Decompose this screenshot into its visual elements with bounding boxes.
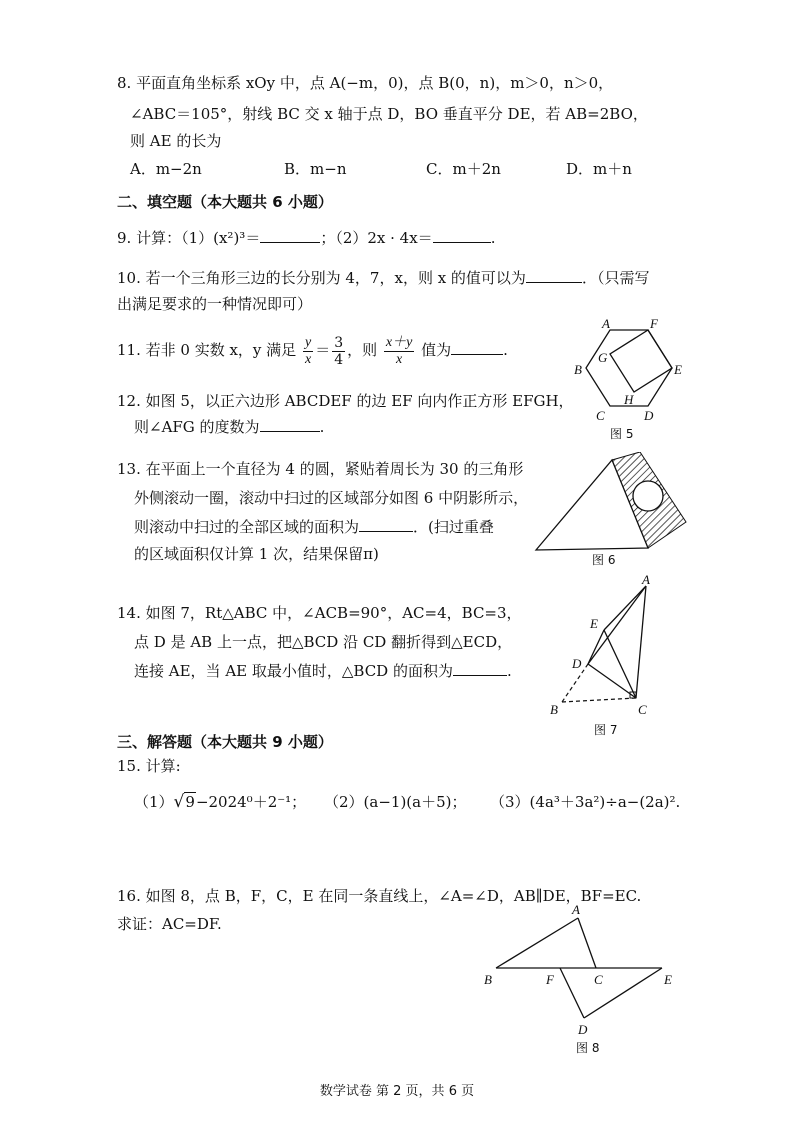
- q14-line3: [134, 661, 512, 681]
- segment-ed: [588, 630, 604, 664]
- radicand: 9: [185, 793, 195, 811]
- fig5-label-g: G: [598, 350, 608, 365]
- q15-part2: （2）(a−1)(a＋5)；: [324, 793, 467, 811]
- segment-ab: [496, 918, 578, 968]
- fig5-label-d: D: [644, 408, 654, 423]
- fig8-label-e: E: [664, 972, 672, 987]
- q11-text3: 值为: [421, 341, 452, 359]
- sqrt-sign: √: [173, 792, 185, 812]
- q11-fraction-xy-over-x: $\frac{x+y}{x}$: [385, 334, 413, 367]
- q9-blank1[interactable]: [260, 228, 320, 243]
- q14-line2: 点 D 是 AB 上一点，把△BCD 沿 CD 翻折得到△ECD，: [134, 633, 513, 651]
- q13-text1: 则滚动中扫过的全部区域的面积为: [134, 518, 360, 536]
- fig8-label-f: F: [546, 972, 554, 987]
- fig8-label-c: C: [594, 972, 603, 987]
- q15-part3: （3）(4a³＋3a²)÷a−(2a)².: [490, 793, 681, 811]
- q8-line2: ∠ABC＝105°，射线 BC 交 x 轴于点 D，BO 垂直平分 DE，若 AB=2BO，: [130, 105, 648, 123]
- fig7-label-a: A: [642, 572, 650, 587]
- q8-line1: 8. 平面直角坐标系 xOy 中，点 A(−m，0)，点 B(0，n)，m＞0，n＞0，: [117, 74, 614, 92]
- q9-blank2[interactable]: [433, 228, 491, 243]
- fig5-label-e: E: [674, 362, 682, 377]
- q11: [117, 330, 508, 370]
- q12-line1: 12. 如图 5，以正六边形 ABCDEF 的边 EF 向内作正方形 EFGH，: [117, 392, 574, 410]
- figure-7: [544, 572, 664, 740]
- fig8-label-d: D: [578, 1022, 588, 1037]
- q16-line2: 求证：AC=DF.: [117, 915, 222, 933]
- segment-ec: [604, 630, 636, 698]
- fig8-caption: 图 8: [576, 1041, 600, 1055]
- segment-dc: [588, 664, 636, 698]
- q14-line1: 14. 如图 7，Rt△ABC 中，∠ACB=90°，AC=4，BC=3，: [117, 604, 522, 622]
- q11-text2: ，则: [347, 341, 378, 359]
- q11-text4: .: [503, 341, 508, 359]
- segment-df: [560, 968, 584, 1018]
- q12-line2: [134, 417, 324, 437]
- q10-line2: 出满足要求的一种情况即可）: [117, 295, 313, 313]
- segment-ae: [604, 586, 646, 630]
- figure-8: [480, 900, 680, 1060]
- fig7-label-b: B: [550, 702, 558, 717]
- q11-fraction-3-over-4: $\frac{3}{4}$: [334, 334, 344, 368]
- fig6-caption: 图 6: [592, 553, 616, 567]
- q12-text2: .: [319, 418, 325, 436]
- q8-line3: 则 AE 的长为: [130, 132, 222, 150]
- q13-line3: [134, 517, 494, 537]
- q11-blank[interactable]: [451, 340, 503, 355]
- segment-bc-dashed: [562, 698, 636, 702]
- q15-part1: [134, 792, 306, 812]
- q15-part1-label: （1）: [134, 793, 174, 811]
- q8-option-a: A．m−2n: [130, 160, 202, 178]
- q10-text1: 10. 若一个三角形三边的长分别为 4，7，x，则 x 的值可以为: [117, 269, 526, 287]
- fig7-caption: 图 7: [594, 723, 618, 737]
- q9-part3: .: [490, 229, 496, 247]
- q15-title: 15. 计算:: [117, 757, 181, 775]
- q15-part1-rest: −2024⁰＋2⁻¹；: [195, 793, 307, 811]
- q8-option-b: B．m−n: [284, 160, 347, 178]
- q14-text2: .: [506, 662, 512, 680]
- fig7-label-d: D: [572, 656, 582, 671]
- q14-blank[interactable]: [453, 661, 507, 676]
- segment-ac: [636, 586, 646, 698]
- segment-ac: [578, 918, 596, 968]
- figure-6: [530, 452, 690, 570]
- q9-part2: ；（2）2x · 4x＝: [320, 229, 433, 247]
- fig8-label-a: A: [572, 902, 580, 917]
- fig7-label-c: C: [638, 702, 647, 717]
- q10-line1: [117, 268, 649, 288]
- q8-option-c: C．m＋2n: [426, 160, 501, 178]
- q12-text1: 则∠AFG 的度数为: [134, 418, 260, 436]
- section-2-heading: 二、填空题（本大题共 6 小题）: [117, 193, 333, 211]
- q13-line1: 13. 在平面上一个直径为 4 的圆，紧贴着周长为 30 的三角形: [117, 460, 524, 478]
- fig7-label-e: E: [590, 616, 598, 631]
- rolling-circle: [633, 481, 663, 511]
- fig5-label-a: A: [602, 316, 610, 331]
- q13-text2: ．(扫过重叠: [413, 518, 494, 536]
- q13-line2: 外侧滚动一圈，滚动中扫过的区域部分如图 6 中阴影所示，: [134, 489, 529, 507]
- q11-text1: 11. 若非 0 实数 x，y 满足: [117, 341, 297, 359]
- fig5-caption: 图 5: [610, 427, 634, 441]
- fig5-label-b: B: [574, 362, 582, 377]
- q9-part1: 9. 计算：（1）(x²)³＝: [117, 229, 261, 247]
- fig5-label-c: C: [596, 408, 605, 423]
- q9: [117, 228, 495, 248]
- page-footer: 数学试卷 第 2 页，共 6 页: [319, 1084, 475, 1099]
- q10-blank[interactable]: [526, 268, 582, 283]
- q10-text2: ．（只需写: [581, 269, 650, 287]
- fig5-label-f: F: [650, 316, 658, 331]
- q11-equals: ＝: [315, 341, 331, 359]
- fig8-label-b: B: [484, 972, 492, 987]
- q14-text1: 连接 AE，当 AE 取最小值时，△BCD 的面积为: [134, 662, 453, 680]
- q11-fraction-y-over-x: $\frac{y}{x}$: [304, 334, 312, 367]
- figure-5: [566, 312, 698, 444]
- q16-line1: 16. 如图 8，点 B，F，C，E 在同一条直线上，∠A=∠D，AB∥DE，BF=EC.: [117, 887, 642, 905]
- q13-line4: 的区域面积仅计算 1 次，结果保留π): [134, 545, 379, 563]
- section-3-heading: 三、解答题（本大题共 9 小题）: [117, 733, 333, 751]
- q13-blank[interactable]: [359, 517, 413, 532]
- q12-blank[interactable]: [260, 417, 320, 432]
- q8-option-d: D．m＋n: [566, 160, 632, 178]
- fig5-label-h: H: [624, 392, 634, 407]
